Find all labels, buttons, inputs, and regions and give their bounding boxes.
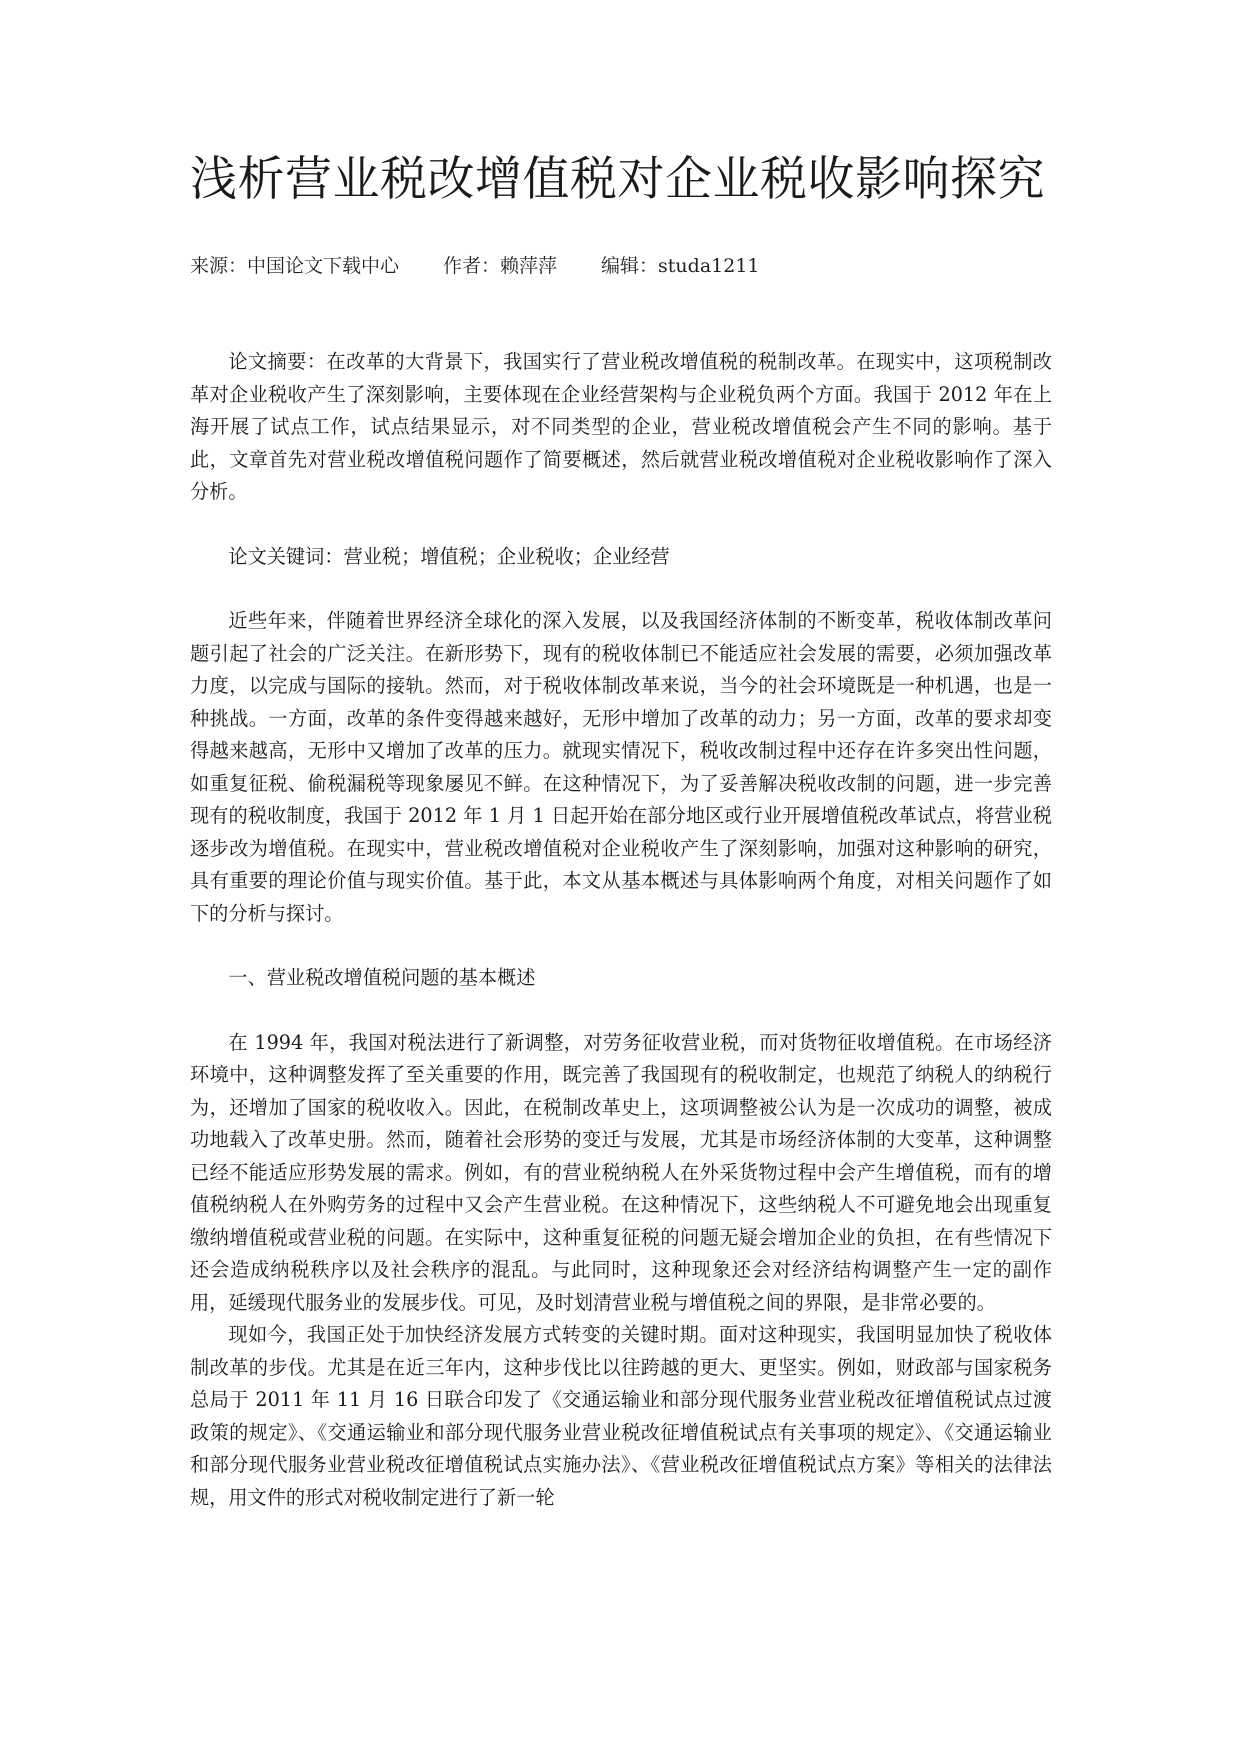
section-heading: 一、营业税改增值税问题的基本概述 (228, 966, 536, 989)
editor-text: 编辑：studa1211 (601, 255, 760, 277)
keywords-paragraph: 论文关键词：营业税；增值税；企业税收；企业经营 (228, 544, 670, 568)
body-paragraph: 现如今，我国正处于加快经济发展方式转变的关键时期。面对这种现实，我国明显加快了税收体制改革的步伐。尤其是在近三年内，这种步伐比以往跨越的更大、更坚实。例如，财政部与国家税务总局于 2011 年 11 月 16 日联合印发了《交通运输业和部分现代服务业营业税改征增值税试点过渡政策的规定》、《交通运输业和部分现代服务业营业税改征增值税试点有关事项的规定》、《交通运输业和部分现代服务业营业税改征增值税试点实施办法》、《营业税改征增值税试点方案》等相关的法律法规，用文件的形式对税收制定进行了新一轮 (190, 1323, 1052, 1509)
article-title: 浅析营业税改增值税对企业税收影响探究 (190, 152, 1045, 207)
article-body (190, 346, 1052, 1514)
intro-paragraph: 近些年来，伴随着世界经济全球化的深入发展，以及我国经济体制的不断变革，税收体制改革问题引起了社会的广泛关注。在新形势下，现有的税收体制已不能适应社会发展的需要，必须加强改革力度，以完成与国际的接轨。然而，对于税收体制改革来说，当今的社会环境既是一种机遇，也是一种挑战。一方面，改革的条件变得越来越好，无形中增加了改革的动力；另一方面，改革的要求却变得越来越高，无形中又增加了改革的压力。就现实情况下，税收改制过程中还存在许多突出性问题，如重复征税、偷税漏税等现象屡见不鲜。在这种情况下，为了妥善解决税收改制的问题，进一步完善现有的税收制度，我国于 2012 年 1 月 1 日起开始在部分地区或行业开展增值税改革试点，将营业税逐步改为增值税。在现实中，营业税改增值税对企业税收产生了深刻影响，加强对这种影响的研究，具有重要的理论价值与现实价值。基于此，本文从基本概述与具体影响两个角度，对相关问题作了如下的分析与探讨。 (190, 609, 1052, 925)
body-paragraph: 在 1994 年，我国对税法进行了新调整，对劳务征收营业税，而对货物征收增值税。在市场经济环境中，这种调整发挥了至关重要的作用，既完善了我国现有的税收制定，也规范了纳税人的纳税行为，还增加了国家的税收收入。因此，在税制改革史上，这项调整被公认为是一次成功的调整，被成功地载入了改革史册。然而，随着社会形势的变迁与发展，尤其是市场经济体制的大变革，这种调整已经不能适应形势发展的需求。例如，有的营业税纳税人在外采货物过程中会产生增值税，而有的增值税纳税人在外购劳务的过程中又会产生营业税。在这种情况下，这些纳税人不可避免地会出现重复缴纳增值税或营业税的问题。在实际中，这种重复征税的问题无疑会增加企业的负担，在有些情况下还会造成纳税秩序以及社会秩序的混乱。与此同时，这种现象还会对经济结构调整产生一定的副作用，延缓现代服务业的发展步伐。可见，及时划清营业税与增值税之间的界限，是非常必要的。 (190, 1030, 1052, 1314)
article-meta (190, 251, 760, 281)
source-text: 来源：中国论文下载中心 (190, 255, 400, 277)
author-text: 作者：赖萍萍 (443, 255, 558, 277)
abstract-paragraph: 论文摘要：在改革的大背景下，我国实行了营业税改增值税的税制改革。在现实中，这项税制改革对企业税收产生了深刻影响，主要体现在企业经营架构与企业税负两个方面。我国于 2012 年在上海开展了试点工作，试点结果显示，对不同类型的企业，营业税改增值税会产生不同的影响。基于此，文章首先对营业税改增值税问题作了简要概述，然后就营业税改增值税对企业税收影响作了深入分析。 (190, 350, 1052, 503)
